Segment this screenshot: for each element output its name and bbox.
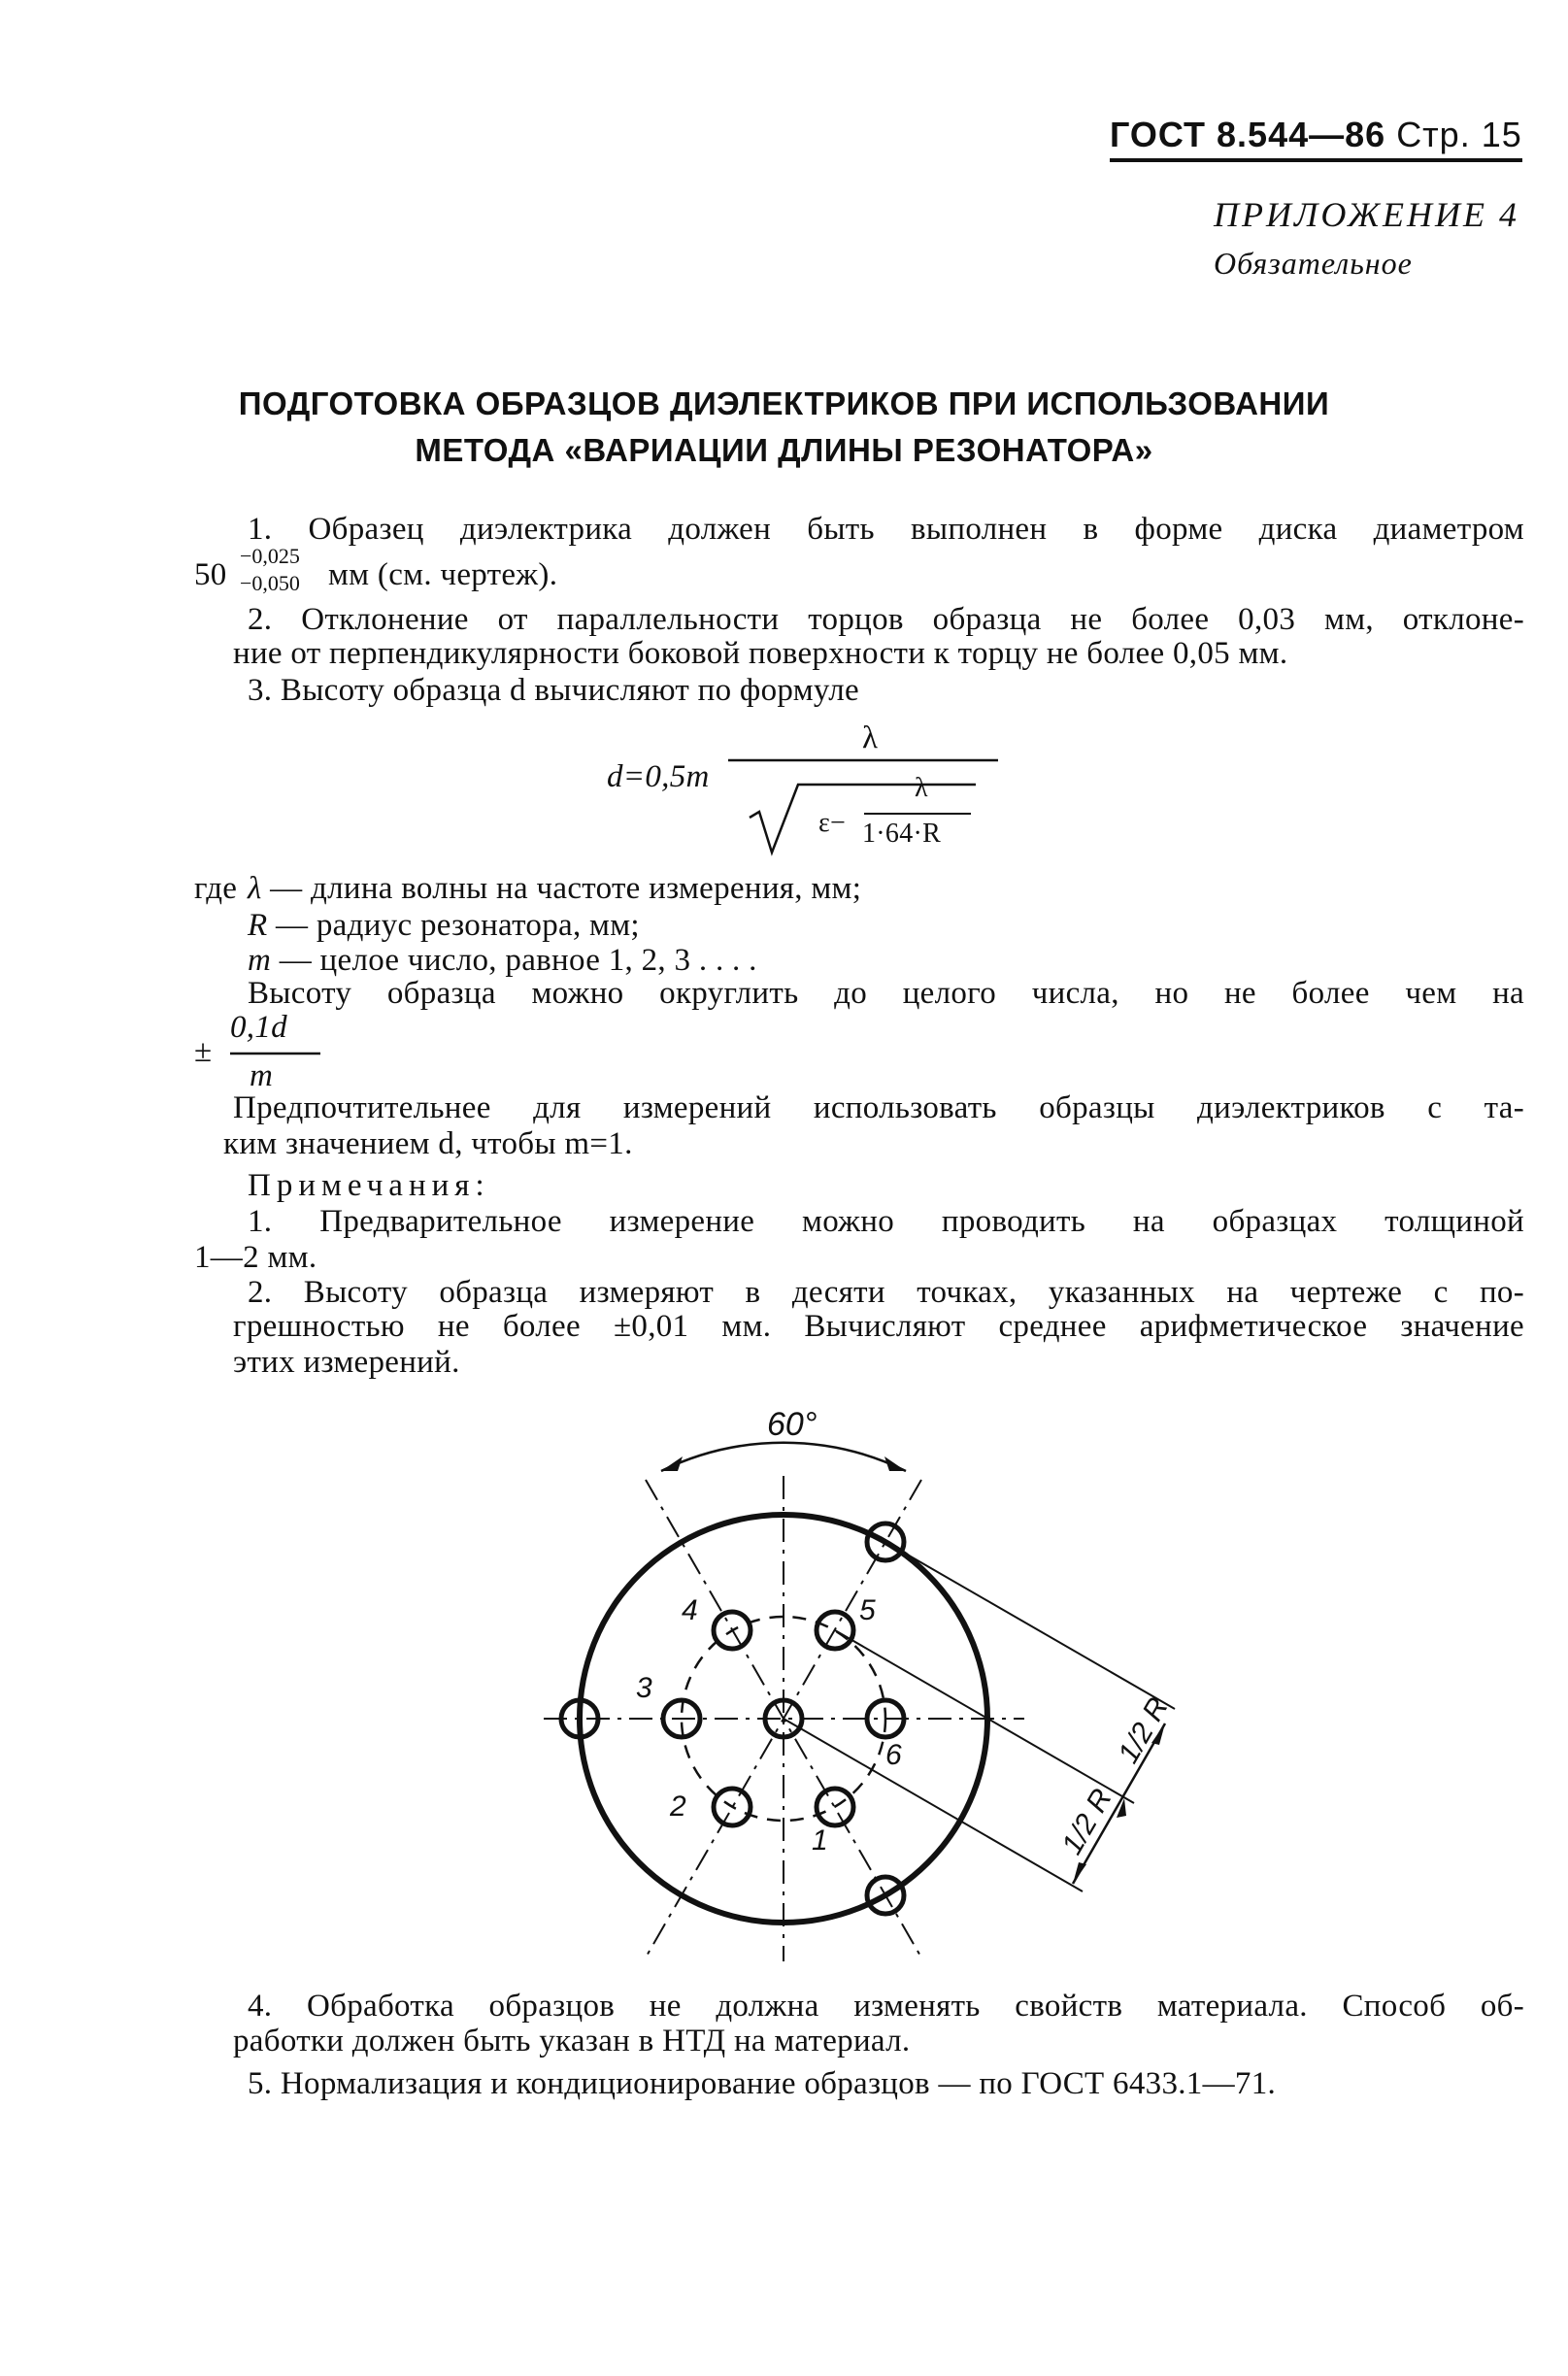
dim-label-lower: 1/2 R — [1055, 1783, 1118, 1860]
formula-numerator: λ — [862, 720, 879, 755]
note2-line3: этих измерений. — [233, 1345, 460, 1380]
point-label-1: 1 — [812, 1824, 828, 1857]
p1-tol-upper: −0,025 — [240, 544, 300, 568]
angle-arc — [661, 1443, 906, 1471]
p3-line1: 3. Высоту образца d вычисляют по формуле — [248, 673, 859, 708]
angle-label: 60° — [767, 1406, 817, 1443]
appendix-label: ПРИЛОЖЕНИЕ 4 — [1214, 195, 1519, 234]
formula-lhs: d=0,5m — [607, 759, 710, 794]
section-title-line1: ПОДГОТОВКА ОБРАЗЦОВ ДИЭЛЕКТРИКОВ ПРИ ИСПОЛЬЗОВАНИИ — [238, 385, 1330, 421]
formula-inner-numerator: λ — [915, 773, 928, 803]
p2-line1: 2. Отклонение от параллельности торцов образца не более 0,03 мм, отклоне- — [248, 602, 1524, 637]
formula-epsilon: ε− — [818, 808, 847, 838]
formula-inner-denominator: 1·64·R — [862, 819, 942, 849]
notes-heading: Примечания: — [248, 1168, 490, 1203]
p2-line2: ние от перпендикулярности боковой поверхности к торцу не более 0,05 мм. — [233, 636, 1288, 671]
note2-line1: 2. Высоту образца измеряют в десяти точках, указанных на чертеже с по- — [248, 1275, 1524, 1310]
p4-line1: 4. Обработка образцов не должна изменять свойств материала. Способ об- — [248, 1989, 1524, 2024]
point-label-6: 6 — [885, 1739, 902, 1771]
point-label-3: 3 — [636, 1672, 652, 1704]
dim-arrow — [1073, 1862, 1086, 1884]
p4-line2: работки должен быть указан в НТД на материал. — [233, 2024, 911, 2058]
dim-label-upper: 1/2 R — [1112, 1691, 1175, 1769]
p1-diameter: 50 — [194, 557, 227, 592]
rounding-denominator: m — [250, 1058, 274, 1093]
standard-number: ГОСТ 8.544—86 — [1110, 115, 1386, 154]
legend-item: R — радиус резонатора, мм; — [248, 908, 640, 943]
dim-extension — [784, 1719, 1083, 1891]
legend-item: λ — длина волны на частоте измерения, мм; — [248, 871, 862, 906]
note1-line1: 1. Предварительное измерение можно проводить на образцах толщиной — [248, 1204, 1524, 1239]
point-label-4: 4 — [682, 1594, 698, 1626]
legend-where: где — [194, 871, 238, 906]
rounding-line1: Высоту образца можно округлить до целого числа, но не более чем на — [248, 976, 1524, 1011]
section-title-line2: МЕТОДА «ВАРИАЦИИ ДЛИНЫ РЕЗОНАТОРА» — [415, 432, 1153, 468]
page-number: Стр. 15 — [1396, 115, 1522, 154]
dim-extension — [835, 1630, 1134, 1803]
point-label-2: 2 — [670, 1790, 686, 1823]
rounding-numerator: 0,1d — [230, 1010, 287, 1045]
appendix-status: Обязательное — [1214, 246, 1413, 281]
note1-line2: 1—2 мм. — [194, 1240, 317, 1275]
rounding-pm: ± — [194, 1034, 213, 1069]
formula-radical — [750, 785, 976, 853]
preferred-line1: Предпочтительнее для измерений использовать образцы диэлектриков с та- — [233, 1090, 1524, 1125]
legend-item: m — целое число, равное 1, 2, 3 . . . . — [248, 943, 757, 978]
p1-rest: мм (см. чертеж). — [328, 557, 558, 592]
p1-line1: 1. Образец диэлектрика должен быть выполнен в форме диска диаметром — [248, 512, 1524, 547]
note2-line2: грешностью не более ±0,01 мм. Вычисляют среднее арифметическое значение — [233, 1309, 1524, 1344]
p1-tol-lower: −0,050 — [240, 571, 300, 595]
p5-line1: 5. Нормализация и кондиционирование образцов — по ГОСТ 6433.1—71. — [248, 2066, 1277, 2101]
point-label-5: 5 — [859, 1594, 876, 1626]
preferred-line2: ким значением d, чтобы m=1. — [223, 1126, 633, 1161]
